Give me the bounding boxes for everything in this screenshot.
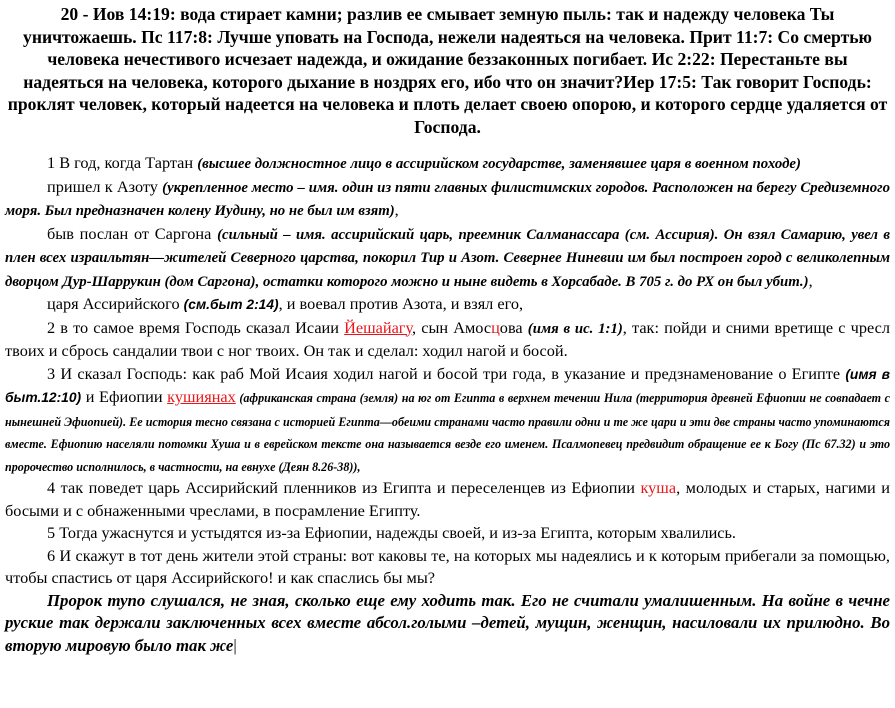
verse-2 [5, 317, 890, 363]
hebrew-name-highlight: куша [640, 478, 677, 497]
punctuation: , [394, 200, 399, 219]
hebrew-name-highlight: Йешайагу [344, 317, 412, 337]
verse-4 [5, 477, 890, 522]
verse-text: ова [499, 317, 528, 337]
annotation: (укрепленное место – имя. один из пяти главных филистимских городов. Расположен на берегу Средиземного моря. Был предназначен колену Иудину, но не был им взят) [5, 179, 890, 219]
annotation: (имя в ис. 1:1) [527, 320, 623, 337]
punctuation: , [357, 459, 361, 474]
document-body [5, 152, 890, 657]
verse-text: 1 В год, когда Тартан [47, 153, 198, 172]
verse-3 [5, 363, 890, 478]
author-comment [5, 590, 890, 658]
verse-1d [5, 293, 890, 317]
comment-text: Пророк тупо слушался, не зная, сколько еще ему ходить так. Его не считали умалишенным. На войне в чечне руские так держали заключенных всех вместе абсол.голыми –детей, мущин, женщин, насиловали их прилюдно. Во вторую мировую было так же [5, 590, 890, 655]
verse-1c [5, 223, 890, 294]
verse-text: и Ефиопии [81, 387, 168, 406]
verse-6: 6 И скажут в тот день жители этой страны: вот каковы те, на которых мы надеялись и к которым прибегали за помощью, чтобы спастись от царя Ассирийского! и как спаслись бы мы? [5, 545, 890, 587]
verse-text: пришел к Азоту [47, 176, 163, 196]
verse-text: 4 так поведет царь Ассирийский пленников из Египта и переселенцев из Ефиопии [47, 478, 641, 497]
annotation: (высшее должностное лицо в ассирийском государстве, заменявшее царя в военном походе) [197, 156, 801, 172]
verse-5: 5 Тогда ужаснутся и устыдятся из-за Ефиопии, надежды своей, и из-за Египта, которым хвалились. [47, 523, 737, 542]
hebrew-name-highlight: кушиянах [167, 387, 236, 406]
punctuation: , [808, 270, 813, 290]
reference: (имя в быт.12:10) [5, 366, 890, 405]
verse-text: , сын Амос [412, 317, 492, 337]
scripture-heading: 20 - Иов 14:19: вода стирает камни; разлив ее смывает земную пыль: так и надежду человека Ты уничтожаешь. Пс 117:8: Лучше уповать на Господа, нежели надеяться на человека. Прит 11:7: Со смертью человека нечестивого исчезает надежда, и ожидание беззаконных погибает. Ис 2:22: Перестаньте вы надеяться на человека, которого дыхание в ноздрях его, ибо что он значит?Иер 17:5: Так говорит Господь: проклят человек, который надеется на человека и плоть делает своею опорою, и которого сердце удаляется от Господа. [7, 4, 888, 137]
verse-text: царя Ассирийского [47, 294, 184, 313]
verse-text: 2 в то самое время Господь сказал Исаии [47, 317, 345, 337]
annotation: (сильный – имя. ассирийский царь, преемник Салманассара (см. Ассирия). Он взял Самарию, увел в плен всех израильтян—жителей Северного царства, покорил Тир и Азот. Севернее Ниневии им был построен город с великолепным дворцом Дур-Шаррукин (дом Саргона), остатки которого можно и ныне видеть в Хорсабаде. В 705 г. до РХ он был убит.) [5, 226, 890, 290]
verse-text: 3 И сказал Господь: как раб Мой Исаия ходил нагой и босой три года, в указание и предзнаменование о Египте [47, 363, 846, 383]
annotation: (африканская страна (земля) на юг от Египта в верхнем течении Нила (территория древней Ефиопии не совпадает с нынешней Эфиопией). Ее история тесно связана с историей Египта—обеими странами часто правили одни и те же цари и эти две страны часто упоминаются вместе. Ефиопию населяли потомки Хуша и в еврейском тексте она называется везде его именем. Псалмопевец предвидит обращение ее к Богу (Пс 67.32) и это пророчество исполнилось, в частности, на евнухе (Деян 8.26-38)) [5, 391, 890, 474]
verse-text: быв послан от Саргона [47, 223, 218, 243]
letter-highlight: ц [491, 317, 500, 337]
verse-text: , так: пойди и сними вретище с чресл твоих и сбрось сандалии твои с ног твоих. Он так и сделал: ходил нагой и босой. [5, 317, 890, 360]
verse-1b [5, 176, 890, 223]
verse-1a [5, 152, 890, 176]
reference: (см.быт 2:14) [183, 297, 279, 312]
verse-text: , молодых и старых, нагими и босыми и с обнаженными чреслами, в посрамление Египту. [5, 478, 891, 520]
verse-text: , и воевал против Азота, и взял его, [278, 294, 524, 313]
text-cursor: | [233, 635, 237, 655]
